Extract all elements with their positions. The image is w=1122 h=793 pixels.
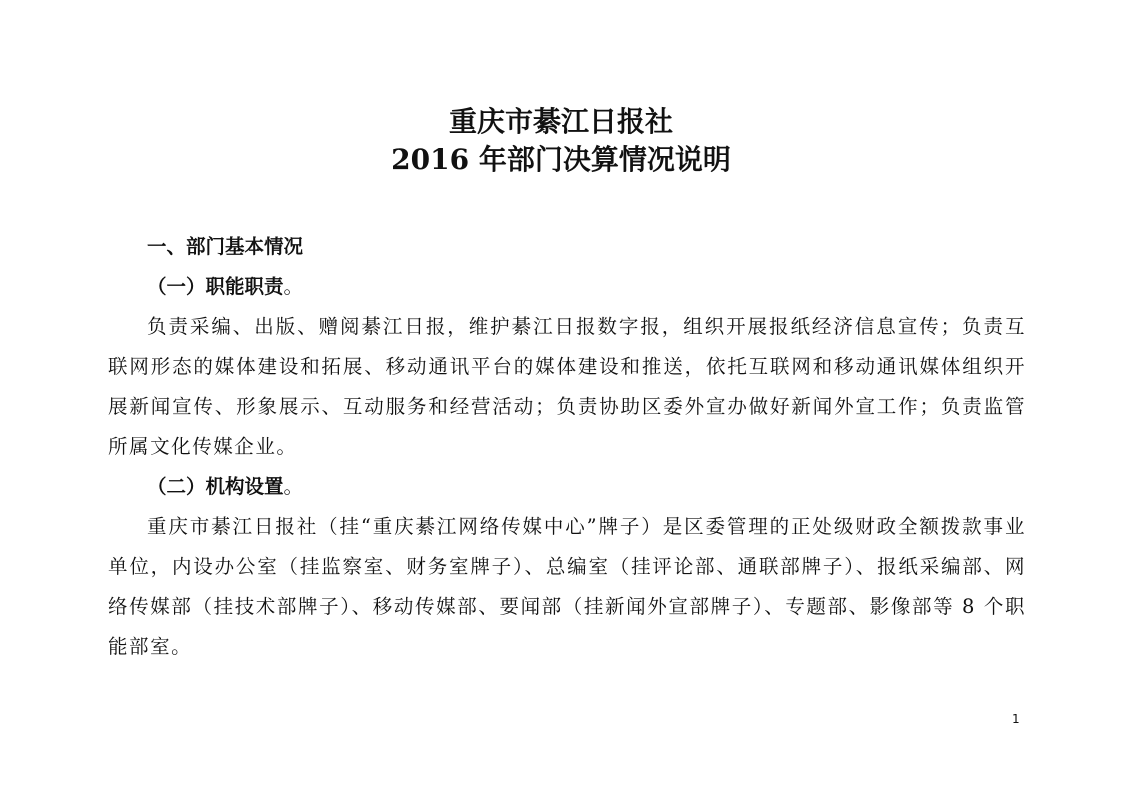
subsection-punct-organization: 。 [283,475,304,498]
paragraph-duties: 负责采编、出版、赠阅綦江日报，维护綦江日报数字报，组织开展报纸经济信息宣传；负责互联网形态的媒体建设和拓展、移动通讯平台的媒体建设和推送，依托互联网和移动通讯媒体组织开展新闻宣传、形象展示、互动服务和经营活动；负责协助区委外宣办做好新闻外宣工作；负责监管所属文化传媒企业。 [108,315,1026,458]
subsection-label-organization: （二）机构设置 [147,475,284,498]
page-number: 1 [1012,712,1020,726]
document-body [108,227,1026,667]
document-title: 重庆市綦江日报社 [448,105,673,138]
subsection-heading-duties [108,267,1026,307]
subsection-heading-organization [108,467,1026,507]
paragraph-organization: 重庆市綦江日报社（挂“重庆綦江网络传媒中心”牌子）是区委管理的正处级财政全额拨款事业单位，内设办公室（挂监察室、财务室牌子）、总编室（挂评论部、通联部牌子）、报纸采编部、网络传媒部（挂技术部牌子）、移动传媒部、要闻部（挂新闻外宣部牌子）、专题部、影像部等 8 个职能部室。 [108,515,1026,658]
section-heading-basic-info: 一、部门基本情况 [147,235,304,258]
document-subtitle: 2016 年部门决算情况说明 [391,143,731,176]
subsection-label-duties: （一）职能职责 [147,275,284,298]
subsection-punct-duties: 。 [283,275,304,298]
